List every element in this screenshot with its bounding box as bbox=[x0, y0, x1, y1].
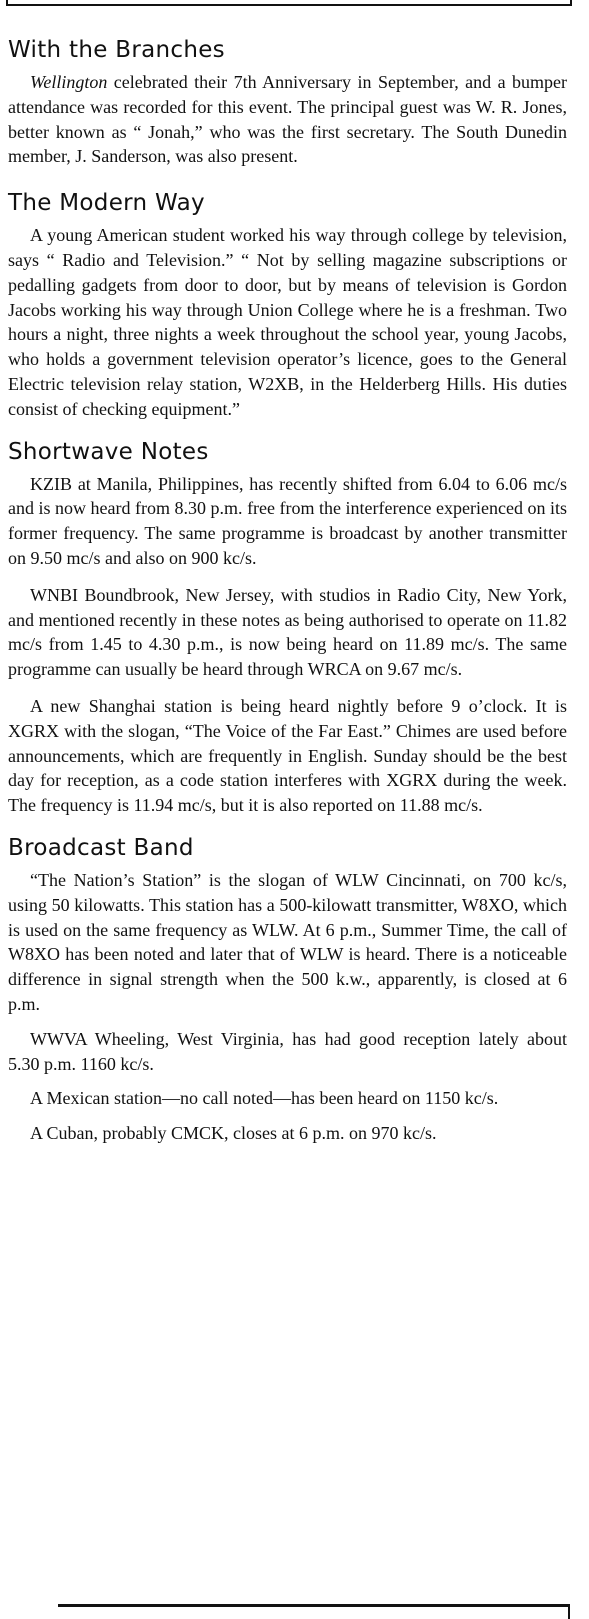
paragraph: A Mexican station—no call noted—has been heard on 1150 kc/s. bbox=[30, 1088, 499, 1109]
section-heading: Broadcast Band bbox=[8, 834, 194, 861]
article-column bbox=[8, 36, 567, 1162]
section-heading: The Modern Way bbox=[8, 190, 205, 217]
paragraph: WNBI Boundbrook, New Jersey, with studios in Radio City, New York, and mentioned recently in these notes as being authorised to operate on 11.82 mc/s from 1.45 to 4.30 p.m., is now being heard on 11.89 mc/s. The same programme can usually be heard through WRCA on 9.67 mc/s. bbox=[8, 584, 567, 680]
section-with-the-branches bbox=[8, 36, 567, 169]
paragraph bbox=[8, 70, 567, 169]
paragraph-text: celebrated their 7th Anniversary in September, and a bumper attendance was recorded for this event. The principal guest was W. R. Jones, better known as “ Jonah,” who was the first secretary. The South Dunedin member, J. Sanderson, was also present. bbox=[8, 72, 567, 167]
paragraph: KZIB at Manila, Philippines, has recently shifted from 6.04 to 6.06 mc/s and is now heard from 8.30 p.m. free from the interference experienced on its former frequency. The same programme is broadcast by another transmitter on 9.50 mc/s and also on 900 kc/s. bbox=[8, 473, 567, 568]
paragraph: A young American student worked his way through college by television, says “ Radio and Television.” “ Not by selling magazine subscriptions or pedalling gadgets from door to door, but by means of television is Gordon Jacobs working his way through Union College where he is a freshman. Two hours a night, three nights a week throughout the school year, young Jacobs, who holds a government television operator’s licence, goes to the General Electric television relay station, W2XB, in the Helderberg Hills. His duties consist of checking equipment.” bbox=[8, 225, 567, 419]
section-shortwave-notes bbox=[8, 438, 567, 818]
lead-word: Wellington bbox=[30, 72, 108, 92]
section-the-modern-way bbox=[8, 189, 567, 421]
paragraph: WWVA Wheeling, West Virginia, has had good reception lately about 5.30 p.m. 1160 kc/s. bbox=[8, 1028, 567, 1074]
section-heading: Shortwave Notes bbox=[8, 438, 209, 465]
bottom-border-rule bbox=[58, 1604, 568, 1607]
paragraph: A Cuban, probably CMCK, closes at 6 p.m. on 970 kc/s. bbox=[30, 1123, 437, 1144]
section-broadcast-band bbox=[8, 834, 567, 1146]
top-border-rule bbox=[6, 0, 572, 6]
paragraph: “The Nation’s Station” is the slogan of WLW Cincinnati, on 700 kc/s, using 50 kilowatts. This station has a 500-kilowatt transmitter, W8XO, which is used on the same frequency as WLW. At 6 p.m., Summer Time, the call of W8XO has been noted and later that of WLW is heard. There is a noticeable difference in signal strength when the 500 k.w., apparently, is closed at 6 p.m. bbox=[8, 869, 567, 1014]
paragraph: A new Shanghai station is being heard nightly before 9 o’clock. It is XGRX with the slogan, “The Voice of the Far East.” Chimes are used before announcements, which are frequently in English. Sunday should be the best day for reception, as a code station interferes with XGRX during the week. The frequency is 11.94 mc/s, but it is also reported on 11.88 mc/s. bbox=[8, 695, 567, 816]
section-heading: With the Branches bbox=[8, 37, 225, 63]
